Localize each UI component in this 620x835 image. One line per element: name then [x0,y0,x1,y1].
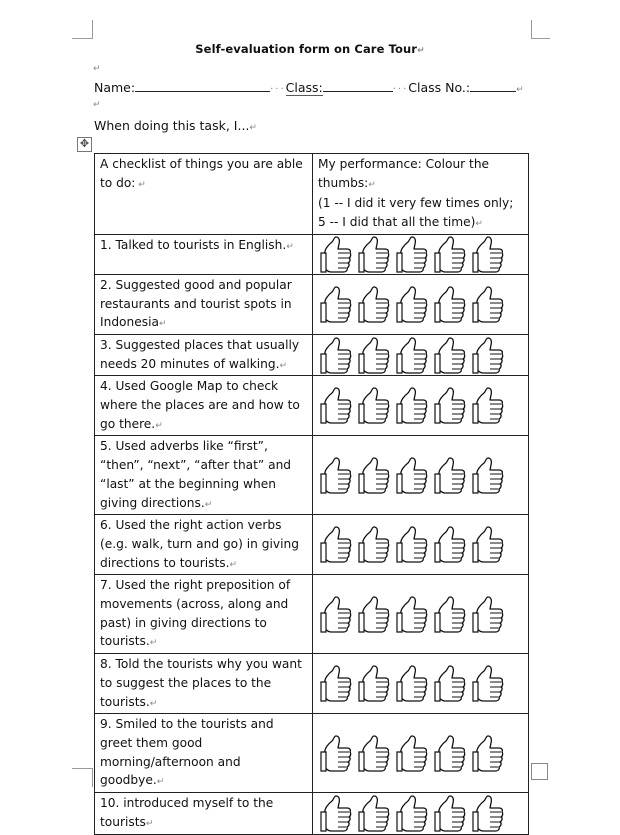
table-row [95,436,529,515]
thumbs-up-icon[interactable] [471,337,505,375]
table-row [95,575,529,654]
class-no-field[interactable] [470,80,516,92]
thumbs-up-icon[interactable] [395,795,429,833]
thumbs-up-icon[interactable] [471,236,505,274]
table-row [95,515,529,575]
thumbs-up-icon[interactable] [471,387,505,425]
paragraph-mark: ↵ [93,100,101,110]
thumbs-up-icon[interactable] [395,387,429,425]
thumbs-up-icon[interactable] [357,457,391,495]
thumbs-up-icon[interactable] [357,596,391,634]
thumbs-rating-cell [313,234,529,274]
thumbs-up-icon[interactable] [319,526,353,564]
checklist-item-text: 6. Used the right action verbs (e.g. walk, turn and go) in giving directions to tourists. [100,518,299,570]
thumbs-up-icon[interactable] [357,665,391,703]
thumbs-rating-group [319,286,526,324]
table-row [95,274,529,334]
thumbs-up-icon[interactable] [433,236,467,274]
checklist-item-text: 5. Used adverbs like “first”, “then”, “next”, “after that” and “last” at the beginning when giving directions. [100,439,292,510]
thumbs-rating-group [319,457,526,495]
thumbs-up-icon[interactable] [395,665,429,703]
checklist-item-cell: 2. Suggested good and popular restaurants and tourist spots in Indonesia↵ [95,274,313,334]
thumbs-rating-group [319,526,526,564]
thumbs-up-icon[interactable] [319,596,353,634]
checklist-item-cell: 8. Told the tourists why you want to suggest the places to the tourists.↵ [95,654,313,714]
intro-text: When doing this task, I...↵ [94,118,257,133]
thumbs-up-icon[interactable] [433,526,467,564]
crop-mark-bottom-right [531,763,548,780]
checklist-item-text: 4. Used Google Map to check where the places are and how to go there. [100,379,300,431]
thumbs-up-icon[interactable] [471,795,505,833]
table-row [95,654,529,714]
name-field[interactable] [135,80,270,92]
class-no-label: Class No.: [408,80,471,95]
checklist-item-text: 3. Suggested places that usually needs 20 minutes of walking. [100,337,300,371]
thumbs-rating-cell [313,793,529,834]
thumbs-up-icon[interactable] [471,596,505,634]
thumbs-up-icon[interactable] [319,735,353,773]
thumbs-up-icon[interactable] [395,337,429,375]
class-label: Class: [285,80,323,95]
thumbs-up-icon[interactable] [357,236,391,274]
thumbs-up-icon[interactable] [433,286,467,324]
thumbs-up-icon[interactable] [471,526,505,564]
checklist-item-cell: 4. Used Google Map to check where the places are and how to go there.↵ [95,376,313,436]
thumbs-up-icon[interactable] [319,665,353,703]
thumbs-up-icon[interactable] [395,236,429,274]
thumbs-rating-cell [313,515,529,575]
thumbs-up-icon[interactable] [319,387,353,425]
student-info-line: Name: ···Class: ···Class No.: ↵ [94,80,524,95]
thumbs-up-icon[interactable] [395,457,429,495]
checklist-item-text: 8. Told the tourists why you want to suggest the places to the tourists. [100,657,302,709]
thumbs-up-icon[interactable] [395,526,429,564]
thumbs-up-icon[interactable] [433,795,467,833]
table-row [95,234,529,274]
thumbs-up-icon[interactable] [471,665,505,703]
header-performance-cell: My performance: Colour the thumbs:↵ (1 -- I did it very few times only; 5 -- I did that all the time)↵ [313,154,529,235]
table-row [95,714,529,793]
thumbs-up-icon[interactable] [357,337,391,375]
thumbs-up-icon[interactable] [395,596,429,634]
thumbs-rating-group [319,735,526,773]
header-checklist-cell: A checklist of things you are able to do: ↵ [95,154,313,235]
thumbs-up-icon[interactable] [319,236,353,274]
thumbs-up-icon[interactable] [395,286,429,324]
checklist-item-cell: 10. introduced myself to the tourists↵ [95,793,313,834]
thumbs-up-icon[interactable] [357,795,391,833]
thumbs-rating-group [319,596,526,634]
checklist-item-cell: 3. Suggested places that usually needs 20 minutes of walking.↵ [95,334,313,375]
thumbs-rating-group [319,236,526,274]
name-label: Name: [94,80,136,95]
class-field[interactable] [323,80,393,92]
checklist-item-cell: 1. Talked to tourists in English.↵ [95,234,313,274]
thumbs-up-icon[interactable] [471,457,505,495]
thumbs-up-icon[interactable] [433,735,467,773]
thumbs-rating-group [319,795,526,833]
crop-mark-bottom-left [72,768,93,787]
thumbs-up-icon[interactable] [319,457,353,495]
checklist-item-text: 7. Used the right preposition of movements (across, along and past) in giving directions to tourists. [100,578,291,649]
thumbs-up-icon[interactable] [433,457,467,495]
thumbs-rating-cell [313,334,529,375]
checklist-item-cell: 6. Used the right action verbs (e.g. walk, turn and go) in giving directions to tourists.↵ [95,515,313,575]
checklist-table [94,153,529,835]
thumbs-rating-group [319,665,526,703]
thumbs-rating-cell [313,376,529,436]
thumbs-rating-cell [313,714,529,793]
thumbs-rating-cell [313,436,529,515]
thumbs-rating-group [319,387,526,425]
thumbs-up-icon[interactable] [319,286,353,324]
checklist-item-cell: 7. Used the right preposition of movements (across, along and past) in giving directions to tourists.↵ [95,575,313,654]
table-header-row [95,154,529,235]
table-row [95,376,529,436]
table-row [95,334,529,375]
thumbs-up-icon[interactable] [471,735,505,773]
thumbs-up-icon[interactable] [433,387,467,425]
thumbs-up-icon[interactable] [395,735,429,773]
thumbs-up-icon[interactable] [433,665,467,703]
checklist-item-text: 1. Talked to tourists in English. [100,237,287,252]
checklist-item-cell: 5. Used adverbs like “first”, “then”, “next”, “after that” and “last” at the beginning when giving directions.↵ [95,436,313,515]
table-move-handle[interactable]: ✥ [77,137,92,152]
thumbs-up-icon[interactable] [319,795,353,833]
thumbs-up-icon[interactable] [319,337,353,375]
checklist-item-text: 10. introduced myself to the tourists [100,796,274,829]
checklist-item-text: 2. Suggested good and popular restaurants and tourist spots in Indonesia [100,277,292,330]
thumbs-up-icon[interactable] [433,596,467,634]
thumbs-up-icon[interactable] [471,286,505,324]
checklist-item-cell: 9. Smiled to the tourists and greet them good morning/afternoon and goodbye.↵ [95,714,313,793]
thumbs-rating-cell [313,575,529,654]
thumbs-rating-cell [313,274,529,334]
paragraph-mark: ↵ [93,64,101,74]
thumbs-up-icon[interactable] [433,337,467,375]
thumbs-rating-cell [313,654,529,714]
thumbs-rating-group [319,337,526,375]
page-title: Self-evaluation form on Care Tour↵ [195,42,425,56]
thumbs-up-icon[interactable] [357,526,391,564]
thumbs-up-icon[interactable] [357,387,391,425]
thumbs-up-icon[interactable] [357,286,391,324]
crop-mark-top-right [531,20,550,39]
thumbs-up-icon[interactable] [357,735,391,773]
checklist-item-text: 9. Smiled to the tourists and greet them good morning/afternoon and goodbye. [100,717,274,788]
crop-mark-top-left [72,20,93,39]
table-row [95,793,529,834]
